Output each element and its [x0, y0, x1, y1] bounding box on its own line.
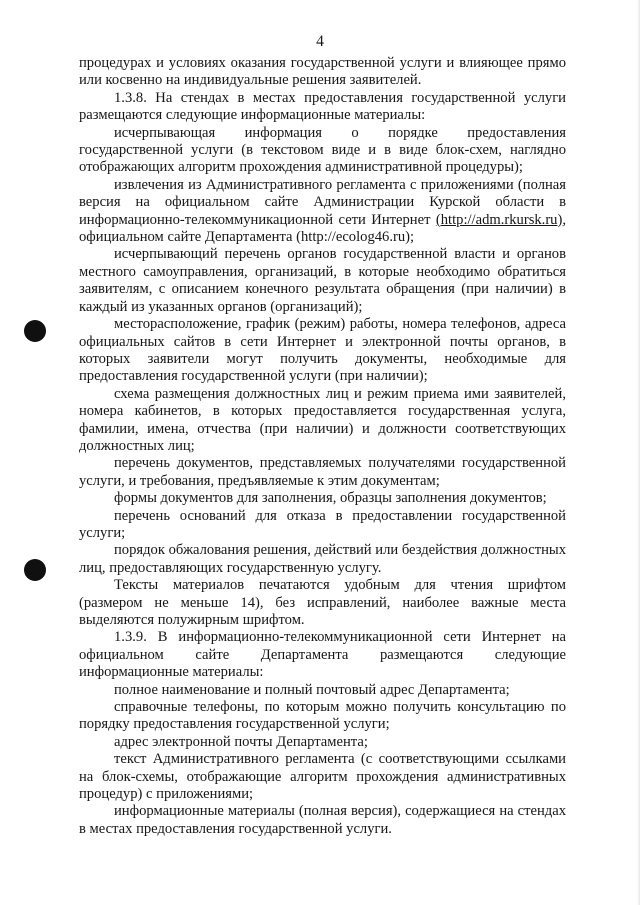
list-item: справочные телефоны, по которым можно получить консультацию по порядку предоставления государственной услуги;	[79, 699, 566, 733]
list-item: перечень документов, представляемых получателями государственной услуги, и требования, предъявляемые к этим документам;	[79, 455, 566, 489]
adm-link[interactable]: (http://adm.rkursk.ru)	[435, 211, 563, 228]
paragraph: процедурах и условиях оказания государственной услуги и влияющее прямо или косвенно на индивидуальные решения заявителей.	[79, 55, 566, 89]
paragraph: Тексты материалов печатаются удобным для чтения шрифтом (размером не меньше 14), без исправлений, наиболее важные места выделяются полужирным шрифтом.	[79, 577, 566, 628]
list-item: исчерпывающая информация о порядке предоставления государственной услуги (в текстовом виде и в виде блок-схем, наглядно отображающих алгоритм прохождения административной процедуры);	[79, 124, 566, 176]
list-item: перечень оснований для отказа в предоставлении государственной услуги;	[79, 507, 566, 541]
paragraph: 1.3.8. На стендах в местах предоставления государственной услуги размещаются следующие информационные материалы:	[79, 89, 566, 124]
list-item: полное наименование и полный почтовый адрес Департамента;	[114, 681, 510, 698]
list-item: формы документов для заполнения, образцы заполнения документов;	[114, 490, 547, 507]
list-item: порядок обжалования решения, действий или бездействия должностных лиц, предоставляющих государственную услугу.	[79, 542, 566, 576]
list-item: адрес электронной почты Департамента;	[114, 733, 368, 750]
punch-hole	[24, 559, 46, 581]
list-item: схема размещения должностных лиц и режим приема ими заявителей, номера кабинетов, в которых предоставляется государственная услуга, фамилии, имена, отчества (при наличии) и должности соответствующих должностных лиц;	[79, 385, 566, 454]
paragraph: 1.3.9. В информационно-телекоммуникационной сети Интернет на официальном сайте Департамента размещаются следующие информационные материалы:	[79, 629, 566, 681]
list-item: информационные материалы (полная версия), содержащиеся на стендах в местах предоставления государственной услуги.	[79, 803, 566, 837]
list-item: исчерпывающий перечень органов государственной власти и органов местного самоуправления, организаций, в которые необходимо обратиться заявителям, с описанием конечного результата обращения (при наличии) в каждый из указанных органов (организаций);	[79, 246, 566, 315]
punch-hole	[24, 320, 46, 342]
list-item: извлечения из Административного регламента с приложениями (полная версия на официальном сайте Администрации Курской области в информационно-телекоммуникационной сети Интернет (http://adm.rkursk.ru), официальном сайте Департамента (http://ecolog46.ru);	[79, 176, 566, 246]
list-item: месторасположение, график (режим) работы, номера телефонов, адреса официальных сайтов в сети Интернет и электронной почты органов, в которых заявители могут получить документы, необходимые для предоставления государственной услуги (при наличии);	[79, 316, 566, 385]
page-number: 4	[316, 33, 324, 50]
document-body	[79, 55, 566, 838]
list-item: текст Административного регламента (с соответствующими ссылками на блок-схемы, отображающие алгоритм прохождения административных процедур) с приложениями;	[79, 751, 566, 803]
